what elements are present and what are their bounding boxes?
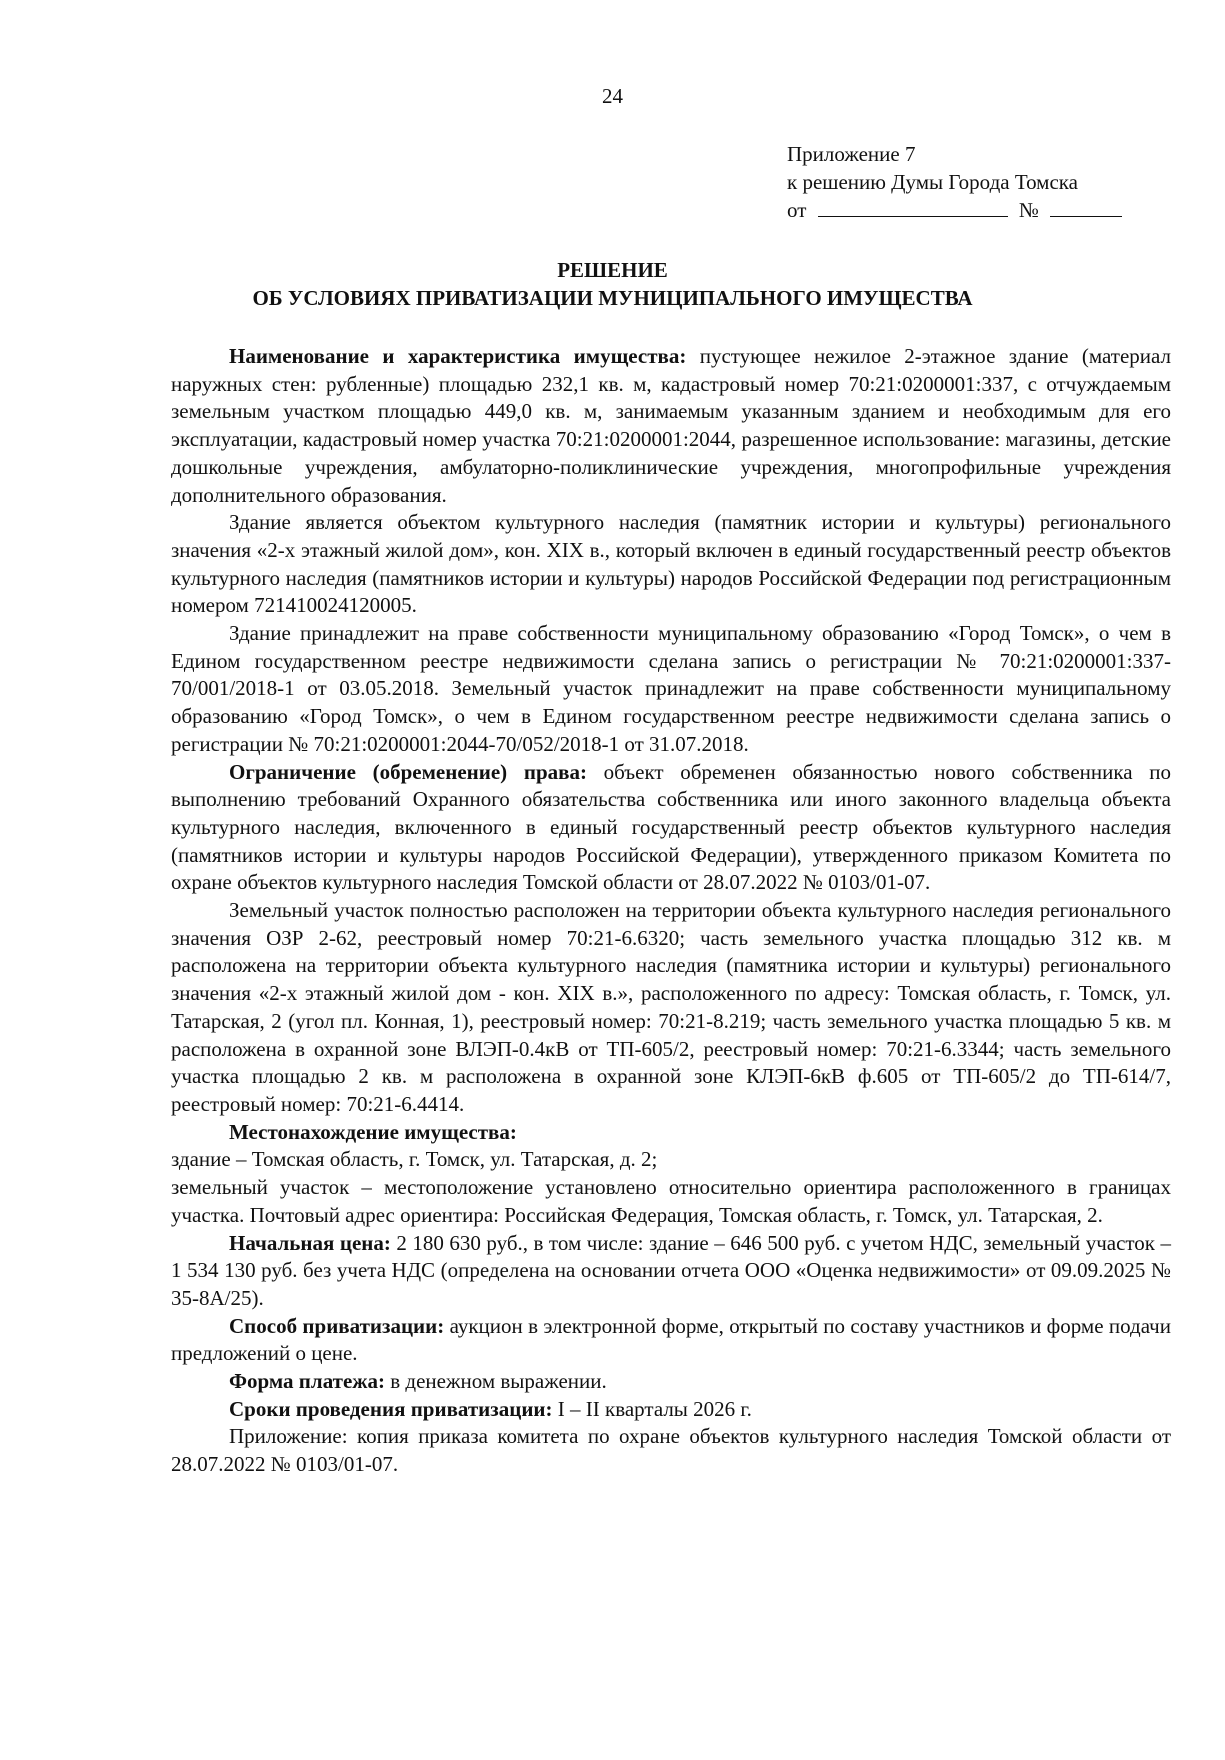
text: в денежном выражении. — [385, 1369, 607, 1394]
paragraph-attachment: Приложение: копия приказа комитета по охране объектов культурного наследия Томской области от 28.07.2022 № 0103/01-07. — [171, 1424, 1171, 1477]
page-number: 24 — [602, 84, 623, 108]
label: Сроки проведения приватизации: — [229, 1396, 553, 1421]
appendix-reference: к решению Думы Города Томска — [787, 170, 1078, 194]
label: Местонахождение имущества: — [229, 1119, 517, 1144]
title-line-1: РЕШЕНИЕ — [557, 258, 668, 282]
label: Ограничение (обременение) права: — [229, 759, 587, 784]
text: I – II кварталы 2026 г. — [552, 1396, 752, 1421]
label: Форма платежа: — [229, 1369, 386, 1394]
document-body — [171, 343, 1171, 1479]
from-label: от — [787, 198, 807, 222]
paragraph-price — [171, 1230, 1171, 1313]
paragraph-land-location: земельный участок – местоположение установлено относительно ориентира расположенного в границах участка. Почтовый адрес ориентира: Российская Федерация, Томская область, г. Томск, ул. Татарская, 2. — [171, 1175, 1171, 1227]
number-label: № — [1018, 198, 1039, 222]
paragraph-location-heading — [171, 1119, 1171, 1147]
appendix-number: Приложение 7 — [787, 142, 916, 166]
paragraph-timing — [171, 1396, 1171, 1424]
label: Способ приватизации: — [229, 1313, 445, 1338]
label: Наименование и характеристика имущества: — [229, 344, 687, 368]
paragraph-payment — [171, 1368, 1171, 1396]
paragraph-method — [171, 1313, 1171, 1368]
text: аукцион в электронной форме, открытый по составу участников и форме подачи предложений о цене. — [171, 1313, 1171, 1366]
document-title — [0, 256, 1225, 312]
paragraph-building-location: здание – Томская область, г. Томск, ул. Татарская, д. 2; — [171, 1147, 658, 1172]
number-blank — [1050, 198, 1122, 217]
paragraph-encumbrance — [171, 759, 1171, 898]
text: пустующее нежилое 2-этажное здание (материал наружных стен: рубленные) площадью 232,1 кв. м, кадастровый номер 70:21:0200001:337, с отчуждаемым земельным участком площадью 449,0 кв. м, занимаемым указанным зданием и необходимым для его эксплуатации, кадастровый номер участка 70:21:0200001:2044, разрешенное использование: магазины, детские дошкольные учреждения, амбулаторно-поликлинические учреждения, многопрофильные учреждения дополнительного образования. — [171, 344, 1171, 507]
title-line-2: ОБ УСЛОВИЯХ ПРИВАТИЗАЦИИ МУНИЦИПАЛЬНОГО ИМУЩЕСТВА — [252, 286, 973, 310]
paragraph-property — [171, 343, 1171, 509]
date-blank — [818, 198, 1008, 217]
paragraph-ownership: Здание принадлежит на праве собственности муниципальному образованию «Город Томск», о чем в Едином государственном реестре недвижимости сделана запись о регистрации № 70:21:0200001:337-70/001/2018-1 от 03.05.2018. Земельный участок принадлежит на праве собственности муниципальному образованию «Город Томск», о чем в Едином государственном реестре недвижимости сделана запись о регистрации № 70:21:0200001:2044-70/052/2018-1 от 31.07.2018. — [171, 621, 1171, 756]
text: объект обременен обязанностью нового собственника по выполнению требований Охранного обязательства собственника или иного законного владельца объекта культурного наследия, включенного в единый государственный реестр объектов культурного наследия (памятников истории и культуры народов Российской Федерации), утвержденного приказом Комитета по охране объектов культурного наследия Томской области от 28.07.2022 № 0103/01-07. — [171, 759, 1171, 895]
label: Начальная цена: — [229, 1230, 391, 1255]
text: 2 180 630 руб., в том числе: здание – 646 500 руб. с учетом НДС, земельный участок – 1 534 130 руб. без учета НДС (определена на основании отчета ООО «Оценка недвижимости» от 09.09.2025 № 35-8А/25). — [171, 1230, 1171, 1310]
appendix-date-line — [787, 196, 1122, 224]
appendix-header — [787, 140, 1122, 224]
paragraph-heritage: Здание является объектом культурного наследия (памятник истории и культуры) регионального значения «2-х этажный жилой дом», кон. XIX в., который включен в единый государственный реестр объектов культурного наследия (памятников истории и культуры) народов Российской Федерации под регистрационным номером 721410024120005. — [171, 510, 1171, 618]
paragraph-land: Земельный участок полностью расположен на территории объекта культурного наследия регионального значения ОЗР 2-62, реестровый номер 70:21-6.6320; часть земельного участка площадью 312 кв. м расположена на территории объекта культурного наследия (памятника истории и культуры) регионального значения «2-х этажный жилой дом - кон. XIX в.», расположенного по адресу: Томская область, г. Томск, ул. Татарская, 2 (угол пл. Конная, 1), реестровый номер: 70:21-8.219; часть земельного участка площадью 5 кв. м расположена в охранной зоне ВЛЭП-0.4кВ от ТП-605/2, реестровый номер: 70:21-6.3344; часть земельного участка площадью 2 кв. м расположена в охранной зоне КЛЭП-6кВ ф.605 от ТП-605/2 до ТП-614/7, реестровый номер: 70:21-6.4414. — [171, 898, 1171, 1116]
